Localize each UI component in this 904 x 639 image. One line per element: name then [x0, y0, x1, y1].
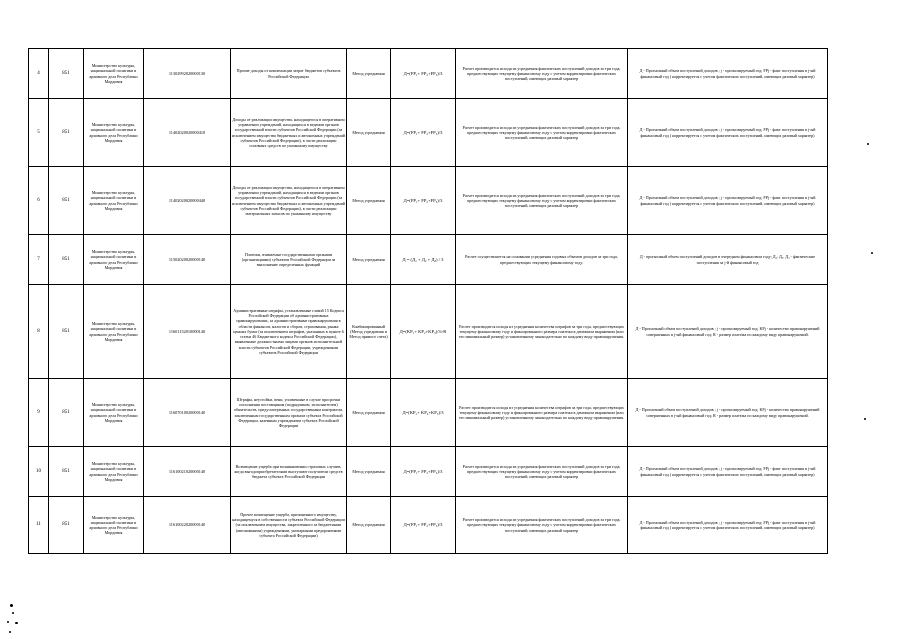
formula-legend-cell: Д - Прогнозный объем поступлений доходов ; j - прогнозируемый год; FPj - факт поступления в j-ый финансовый год ( корректируется с учетом фактических поступлений, имеющих разовый характер): [628, 497, 828, 554]
calculation-algorithm-cell: Расчет производится исходя из усреднения фактических поступлений доходов за три года, предшествующих текущему финансовому году с учетом корректировки фактических поступлений, имеющих разовый характер: [456, 167, 628, 235]
administrator-name-cell: Министерство культуры, национальной политики и архивного дела Республики Мордовия: [84, 285, 144, 379]
scan-speck: [9, 631, 11, 633]
income-type-name-cell: Административные штрафы, установленные главой 15 Кодекса Российской Федерации об административных правонарушениях, за административные правонарушения в области финансов, налогов и сборов, страхования, рынка ценных бумаг (за исключением штрафов, указанных в пункте 6 статьи 46 Бюджетного кодекса Российской Федерации), выявленные должностными лицами органов исполнительной власти субъектов Российской Федерации, учреждениями субъектов Российской Федерации: [231, 285, 347, 379]
income-type-name-cell: Доходы от реализации имущества, находящегося в оперативном управлении учреждений, находящихся в ведении органов государственной власти субъектов Российской Федерации (за исключением имущества бюджетных и автономных учреждений субъектов Российской Федерации), в части реализации основных средств по указанному имуществу: [231, 99, 347, 167]
scan-speck: [10, 604, 13, 607]
budget-classification-code-cell: 11502020020000140: [144, 235, 231, 285]
formula-legend-cell: Д - Прогнозный объем поступлений доходов ; j - прогнозируемый год; FPj - факт поступления в j-ый финансовый год ( корректируется с учетом фактических поступлений, имеющих разовый характер): [628, 99, 828, 167]
income-type-name-cell: Прочие доходы от компенсации затрат бюджетов субъектов Российской Федерации: [231, 49, 347, 99]
budget-classification-code-cell: 11607010020000140: [144, 379, 231, 447]
income-type-name-cell: Доходы от реализации имущества, находящегося в оперативном управлении учреждений, находящихся в ведении органов государственной власти субъектов Российской Федерации (за исключением имущества бюджетных и автономных учреждений субъектов Российской Федерации), в части реализации материальных запасов по указанному имуществу: [231, 167, 347, 235]
row-number-cell: 4: [29, 49, 49, 99]
forecast-method-cell: Метод усреднения: [347, 99, 391, 167]
admin-code-cell: 851: [49, 167, 84, 235]
calculation-algorithm-cell: Расчет производится исходя из усреднения фактических поступлений доходов за три года, предшествующих текущему финансовому году с учетом корректировки фактических поступлений, имеющих разовый характер: [456, 99, 628, 167]
scan-speck: [867, 143, 869, 145]
budget-classification-code-cell: 11610021020000140: [144, 447, 231, 497]
calculation-formula-cell: Д=(FP₁+ FP₂+FP₃)/3: [391, 167, 456, 235]
scan-speck: [7, 621, 9, 623]
administrator-name-cell: Министерство культуры, национальной политики и архивного дела Республики Мордовия: [84, 497, 144, 554]
formula-legend-cell: Д - Прогнозный объем поступлений доходов ; j - прогнозируемый год; FPj - факт поступления в j-ый финансовый год ( корректируется с учетом фактических поступлений, имеющих разовый характер): [628, 167, 828, 235]
income-forecast-table: [28, 48, 828, 554]
scan-speck: [12, 612, 14, 614]
row-number-cell: 5: [29, 99, 49, 167]
scan-speck: [864, 418, 866, 420]
admin-code-cell: 851: [49, 235, 84, 285]
table-body: [29, 49, 828, 554]
admin-code-cell: 851: [49, 447, 84, 497]
formula-legend-cell: Д - Прогнозный объем поступлений доходов ; j - прогнозируемый год; FPj - факт поступления в j-ый финансовый год ( корректируется с учетом фактических поступлений, имеющих разовый характер): [628, 447, 828, 497]
income-type-name-cell: Возмещение ущерба при возникновении страховых случаев, когда выгодоприобретателями выступают получатели средств бюджета субъекта Российской Федерации: [231, 447, 347, 497]
admin-code-cell: 851: [49, 285, 84, 379]
income-type-name-cell: Штрафы, неустойки, пени, уплаченные в случае просрочки исполнения поставщиком (подрядчиком, исполнителем) обязательств, предусмотренных государственным контрактом, заключенным государственным органом субъекта Российской Федерации, казенным учреждением субъекта Российской Федерации: [231, 379, 347, 447]
formula-legend-cell: Д - Прогнозный объем поступлений доходов ; j - прогнозируемый год; FPj - факт поступления в j-ый финансовый год ( корректируется с учетом фактических поступлений, имеющих разовый характер): [628, 49, 828, 99]
calculation-algorithm-cell: Расчет производится исходя из усреднения фактических поступлений доходов за три года, предшествующих текущему финансовому году с учетом корректировки фактических поступлений, имеющих разовый характер: [456, 49, 628, 99]
table-row: [29, 235, 828, 285]
formula-legend-cell: Д - Прогнозный объем поступлений доходов ; j - прогнозируемый год; KPj - количество правонарушений совершенных в j-ый финансовый год; R - размер платежа по каждому виду правонарушений.: [628, 285, 828, 379]
calculation-formula-cell: Д=(FP₁+ FP₂+FP₃)/3: [391, 49, 456, 99]
row-number-cell: 8: [29, 285, 49, 379]
budget-classification-code-cell: 11610022020000140: [144, 497, 231, 554]
calculation-formula-cell: Д=(FP₁+ FP₂+FP₃)/3: [391, 447, 456, 497]
row-number-cell: 11: [29, 497, 49, 554]
forecast-method-cell: Метод усреднения: [347, 497, 391, 554]
calculation-formula-cell: Д=(KP₁+ KP₂+KP₃)/3: [391, 379, 456, 447]
administrator-name-cell: Министерство культуры, национальной политики и архивного дела Республики Мордовия: [84, 167, 144, 235]
administrator-name-cell: Министерство культуры, национальной политики и архивного дела Республики Мордовия: [84, 235, 144, 285]
forecast-method-cell: Метод усреднения: [347, 379, 391, 447]
budget-classification-code-cell: 11601152010000140: [144, 285, 231, 379]
admin-code-cell: 851: [49, 99, 84, 167]
formula-legend-cell: Д - Прогнозный объем поступлений доходов ; j - прогнозируемый год; KPj - количество правонарушений совершенных в j-ый финансовый год; R - размер платежа по каждому виду правонарушений.: [628, 379, 828, 447]
row-number-cell: 6: [29, 167, 49, 235]
calculation-formula-cell: Д = (Д₁ + Д₂ + Д₃) / 3: [391, 235, 456, 285]
row-number-cell: 7: [29, 235, 49, 285]
table-row: [29, 497, 828, 554]
budget-classification-code-cell: 11402020020000410: [144, 99, 231, 167]
admin-code-cell: 851: [49, 379, 84, 447]
forecast-method-cell: Метод усреднения: [347, 167, 391, 235]
forecast-method-cell: Метод усреднения: [347, 447, 391, 497]
admin-code-cell: 851: [49, 497, 84, 554]
row-number-cell: 10: [29, 447, 49, 497]
row-number-cell: 9: [29, 379, 49, 447]
calculation-algorithm-cell: Расчет производится исходя из усреднения фактических поступлений доходов за три года, предшествующих текущему финансовому году с учетом корректировки фактических поступлений, имеющих разовый характер: [456, 447, 628, 497]
budget-classification-code-cell: 11302992020000130: [144, 49, 231, 99]
administrator-name-cell: Министерство культуры, национальной политики и архивного дела Республики Мордовия: [84, 447, 144, 497]
forecast-method-cell: Метод усреднения: [347, 235, 391, 285]
calculation-algorithm-cell: Расчет осуществляется на основании усреднения годовых объемов доходов за три года, предшествующих текущему финансовому году.: [456, 235, 628, 285]
calculation-formula-cell: Д=(FP₁+ FP₂+FP₃)/3: [391, 99, 456, 167]
income-type-name-cell: Прочее возмещение ущерба, причиненного имуществу, находящемуся в собственности субъекта Российской Федерации (за исключением имущества, закрепленного за бюджетными (автономными) учреждениями, унитарными предприятиями субъекта Российской Федерации): [231, 497, 347, 554]
budget-classification-code-cell: 11402020020000440: [144, 167, 231, 235]
calculation-algorithm-cell: Расчет производится исходя из усреднения количества штрафов за три года, предшествующих текущему финансовому году и фиксированного размера платежа в денежном выражении (или его минимальный размер) установленному законодательно по каждому виду правонарушения.: [456, 379, 628, 447]
table-row: [29, 49, 828, 99]
calculation-algorithm-cell: Расчет производится исходя из усреднения фактических поступлений доходов за три года, предшествующих текущему финансовому году с учетом корректировки фактических поступлений, имеющих разовый характер: [456, 497, 628, 554]
table-row: [29, 285, 828, 379]
formula-legend-cell: Д - прогнозный объем поступлений доходов в очередном финансовом году; Д₁, Д₂, Д₃ - фактические поступления за j-й финансовый год: [628, 235, 828, 285]
table-row: [29, 379, 828, 447]
scan-speck: [15, 622, 18, 624]
administrator-name-cell: Министерство культуры, национальной политики и архивного дела Республики Мордовия: [84, 379, 144, 447]
forecast-method-cell: Метод усреднения: [347, 49, 391, 99]
income-type-name-cell: Платежи, взимаемые государственными органами (организациями) субъектов Российской Федерации за выполнение определенных функций: [231, 235, 347, 285]
table-row: [29, 99, 828, 167]
admin-code-cell: 851: [49, 49, 84, 99]
forecast-method-cell: Комбинированный (Метод усреднения и Метод прямого счета): [347, 285, 391, 379]
administrator-name-cell: Министерство культуры, национальной политики и архивного дела Республики Мордовия: [84, 49, 144, 99]
table-row: [29, 167, 828, 235]
administrator-name-cell: Министерство культуры, национальной политики и архивного дела Республики Мордовия: [84, 99, 144, 167]
calculation-formula-cell: Д=(KP₁+ KP₂+KP₃)/3×R: [391, 285, 456, 379]
calculation-algorithm-cell: Расчет производится исходя из усреднения количества штрафов за три года, предшествующих текущему финансовому году и фиксированного размера платежа в денежном выражении (или его минимальный размер) установленному законодательно по каждому виду правонарушения.: [456, 285, 628, 379]
calculation-formula-cell: Д=(FP₁+ FP₂+FP₃)/3: [391, 497, 456, 554]
scan-speck: [871, 252, 873, 254]
table-row: [29, 447, 828, 497]
